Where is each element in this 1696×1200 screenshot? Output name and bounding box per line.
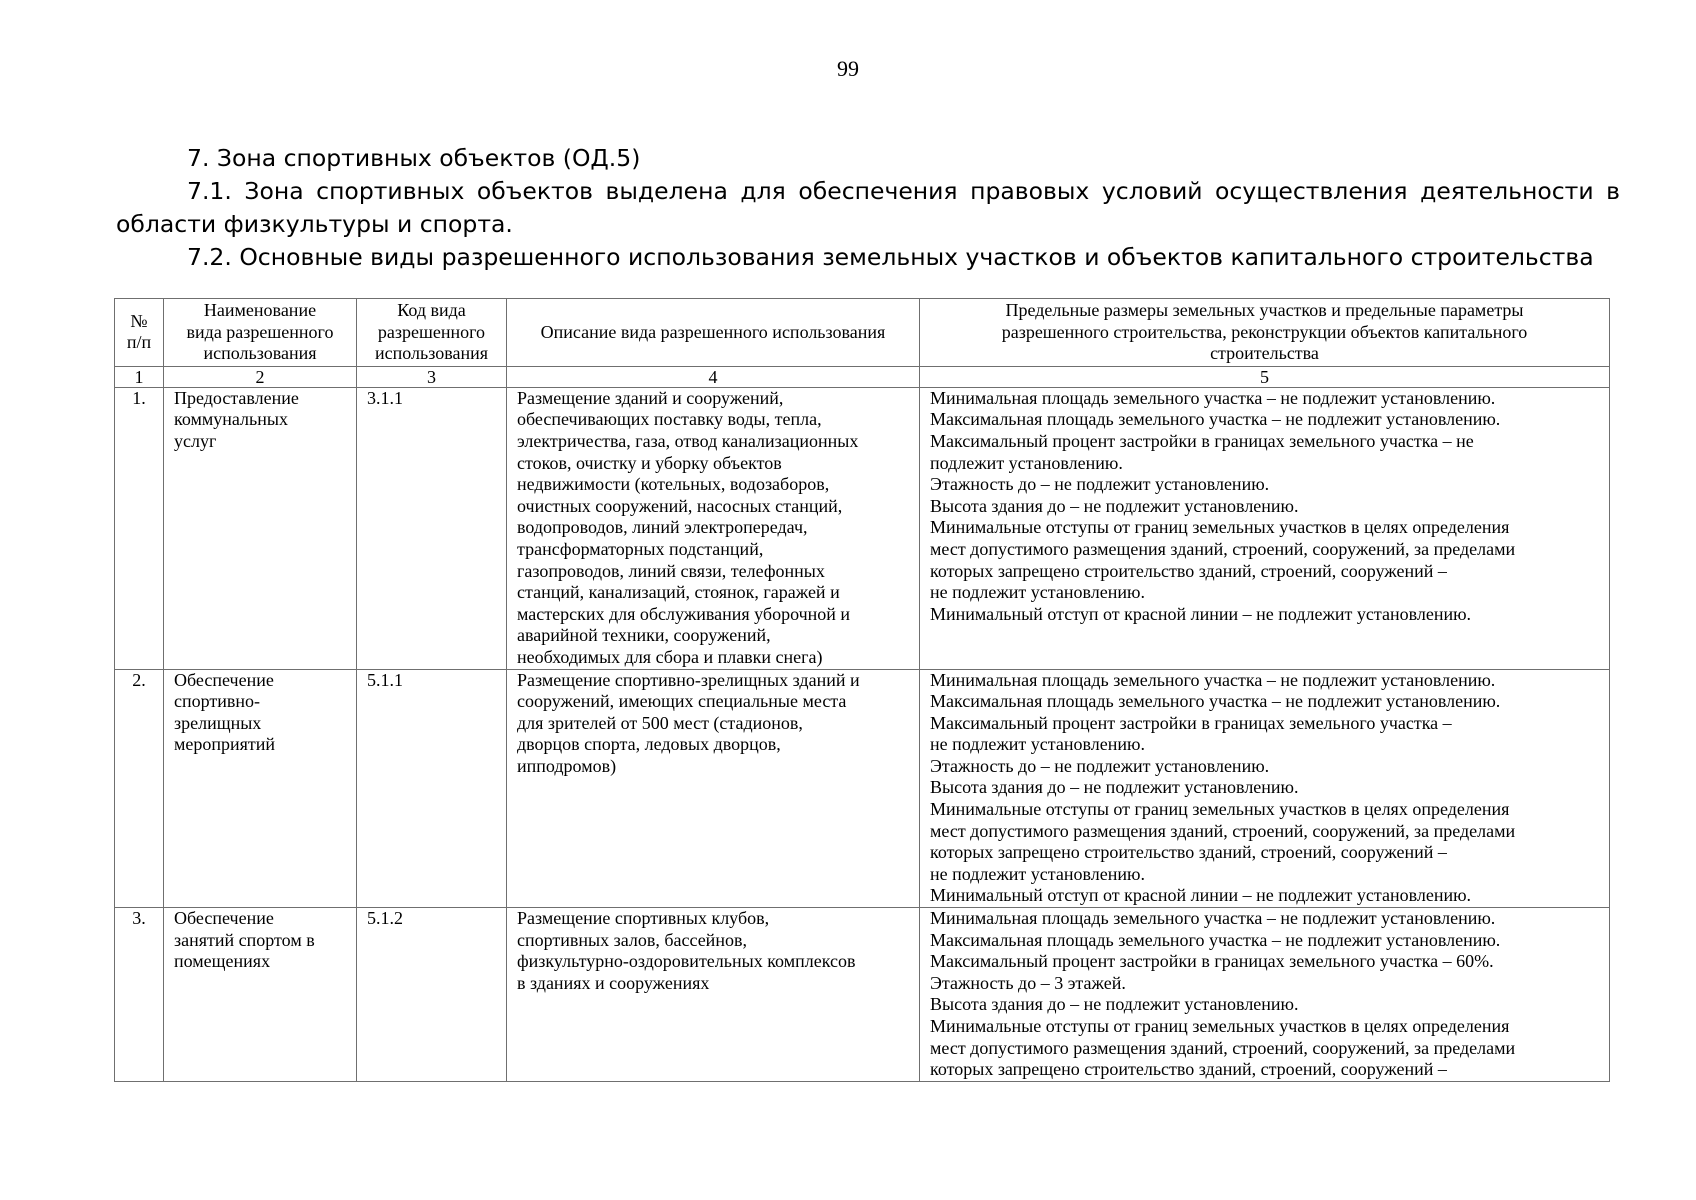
text-line: Максимальная площадь земельного участка – не подлежит установлению. [930, 929, 1501, 950]
column-number-row [115, 366, 1610, 387]
use-code-cell: 5.1.2 [357, 908, 507, 1082]
text-line: мероприятий [174, 734, 276, 755]
text-line: подлежит установлению. [930, 452, 1123, 473]
header-limits [920, 299, 1610, 367]
text-line: Максимальный процент застройки в границах земельного участка – 60%. [930, 951, 1494, 972]
text-line: Предельные размеры земельных участков и предельные параметры [1005, 300, 1524, 320]
text-line: Обеспечение [174, 908, 274, 929]
text-line: вида разрешенного [186, 321, 334, 342]
text-line: Обеспечение [174, 669, 274, 690]
limits-cell [920, 669, 1610, 908]
text-line: Максимальный процент застройки в границах земельного участка – [930, 712, 1452, 733]
column-number: 5 [920, 366, 1610, 387]
text-line: использования [374, 343, 488, 364]
text-line: разрешенного строительства, реконструкции объектов капитального [1001, 321, 1528, 342]
column-number: 3 [357, 366, 507, 387]
text-line: строительства [1210, 343, 1319, 364]
text-line: ипподромов) [517, 755, 617, 776]
header-use-code [357, 299, 507, 367]
text-line: Высота здания до – не подлежит установлению. [930, 994, 1299, 1015]
text-line: сооружений, имеющих специальные места [517, 691, 847, 712]
text-line: газопроводов, линий связи, телефонных [517, 560, 825, 581]
text-line: Минимальный отступ от красной линии – не подлежит установлению. [930, 885, 1472, 906]
header-number [115, 299, 164, 367]
text-line: занятий спортом в [174, 929, 315, 950]
text-line: Максимальный процент застройки в границах земельного участка – не [930, 430, 1474, 451]
text-line: аварийной техники, сооружений, [517, 625, 771, 646]
text-line: спортивно- [174, 691, 261, 712]
text-line: помещениях [174, 951, 271, 972]
text-line: не подлежит установлению. [930, 734, 1145, 755]
section-paragraph-7-2: 7.2. Основные виды разрешенного использования земельных участков и объектов капитального строительства [187, 243, 1594, 271]
text-line: очистных сооружений, насосных станций, [517, 495, 843, 516]
text-line: п/п [126, 332, 152, 353]
text-line: коммунальных [174, 409, 288, 430]
text-line: Размещение спортивно-зрелищных зданий и [517, 669, 860, 690]
text-line: мастерских для обслуживания уборочной и [517, 603, 851, 624]
text-line: Размещение спортивных клубов, [517, 908, 770, 929]
text-line: которых запрещено строительство зданий, строений, сооружений – [930, 1059, 1447, 1080]
description-cell [507, 669, 920, 908]
text-line: Минимальная площадь земельного участка – не подлежит установлению. [930, 908, 1496, 929]
text-line: не подлежит установлению. [930, 582, 1145, 603]
text-line: мест допустимого размещения зданий, строений, сооружений, за пределами [930, 1037, 1516, 1058]
text-line: обеспечивающих поставку воды, тепла, [517, 409, 822, 430]
header-use-name [164, 299, 357, 367]
text-line: которых запрещено строительство зданий, строений, сооружений – [930, 842, 1447, 863]
text-line: Высота здания до – не подлежит установлению. [930, 777, 1299, 798]
text-line: использования [203, 343, 317, 364]
text-line: Наименование [203, 300, 317, 320]
description-cell [507, 908, 920, 1082]
column-number: 4 [507, 366, 920, 387]
limits-cell [920, 387, 1610, 669]
text-line: Минимальные отступы от границ земельных участков в целях определения [930, 517, 1510, 538]
text-line: Код вида [397, 300, 466, 320]
text-line: Минимальные отступы от границ земельных участков в целях определения [930, 799, 1510, 820]
description-cell [507, 387, 920, 669]
text-line: Предоставление [174, 387, 299, 408]
section-heading: 7. Зона спортивных объектов (ОД.5) [187, 144, 641, 172]
text-line: Минимальная площадь земельного участка – не подлежит установлению. [930, 669, 1496, 690]
text-line: Описание вида разрешенного использования [540, 321, 886, 342]
table-header-row [115, 299, 1610, 367]
row-number: 2. [115, 669, 164, 908]
text-line: Минимальная площадь земельного участка – не подлежит установлению. [930, 387, 1496, 408]
text-line: необходимых для сбора и плавки снега) [517, 646, 823, 667]
text-line: Максимальная площадь земельного участка – не подлежит установлению. [930, 409, 1501, 430]
page-number: 99 [837, 56, 859, 81]
text-line: Этажность до – не подлежит установлению. [930, 755, 1270, 776]
text-line: зрелищных [174, 712, 262, 733]
row-number: 1. [115, 387, 164, 669]
text-line: в зданиях и сооружениях [517, 972, 710, 993]
text-line: мест допустимого размещения зданий, строений, сооружений, за пределами [930, 820, 1516, 841]
table-row [115, 387, 1610, 669]
limits-cell [920, 908, 1610, 1082]
use-code-cell: 5.1.1 [357, 669, 507, 908]
header-description [507, 299, 920, 367]
text-line: которых запрещено строительство зданий, строений, сооружений – [930, 560, 1447, 581]
text-line: не подлежит установлению. [930, 863, 1145, 884]
text-line: Этажность до – не подлежит установлению. [930, 474, 1270, 495]
section-paragraph-7-1: 7.1. Зона спортивных объектов выделена для обеспечения правовых условий осуществления деятельности в области физкультуры и спорта. [116, 177, 1620, 238]
text-line: услуг [174, 430, 217, 451]
text-line: для зрителей от 500 мест (стадионов, [517, 712, 803, 733]
use-code-cell: 3.1.1 [357, 387, 507, 669]
text-line: дворцов спорта, ледовых дворцов, [517, 734, 781, 755]
text-line: Высота здания до – не подлежит установлению. [930, 495, 1299, 516]
text-line: разрешенного [377, 321, 486, 342]
text-line: Этажность до – 3 этажей. [930, 972, 1126, 993]
table-row [115, 908, 1610, 1082]
permitted-use-table [114, 298, 1610, 1082]
text-line: недвижимости (котельных, водозаборов, [517, 474, 830, 495]
text-line: Максимальная площадь земельного участка – не подлежит установлению. [930, 691, 1501, 712]
use-name-cell [164, 669, 357, 908]
text-line: водопроводов, линий электропередач, [517, 517, 808, 538]
text-line: стоков, очистку и уборку объектов [517, 452, 782, 473]
column-number: 2 [164, 366, 357, 387]
column-number: 1 [115, 366, 164, 387]
text-line: спортивных залов, бассейнов, [517, 929, 747, 950]
text-line: Минимальные отступы от границ земельных участков в целях определения [930, 1016, 1510, 1036]
intro-section [116, 142, 1620, 274]
text-line: трансформаторных подстанций, [517, 538, 764, 559]
text-line: Размещение зданий и сооружений, [517, 387, 784, 408]
text-line: физкультурно-оздоровительных комплексов [517, 951, 856, 972]
text-line: Минимальный отступ от красной линии – не подлежит установлению. [930, 603, 1472, 624]
use-name-cell [164, 387, 357, 669]
table-row [115, 669, 1610, 908]
text-line: мест допустимого размещения зданий, строений, сооружений, за пределами [930, 538, 1516, 559]
row-number: 3. [115, 908, 164, 1082]
text-line: станций, канализаций, стоянок, гаражей и [517, 582, 840, 603]
use-name-cell [164, 908, 357, 1082]
text-line: электричества, газа, отвод канализационных [517, 430, 859, 451]
text-line: № [130, 310, 148, 331]
